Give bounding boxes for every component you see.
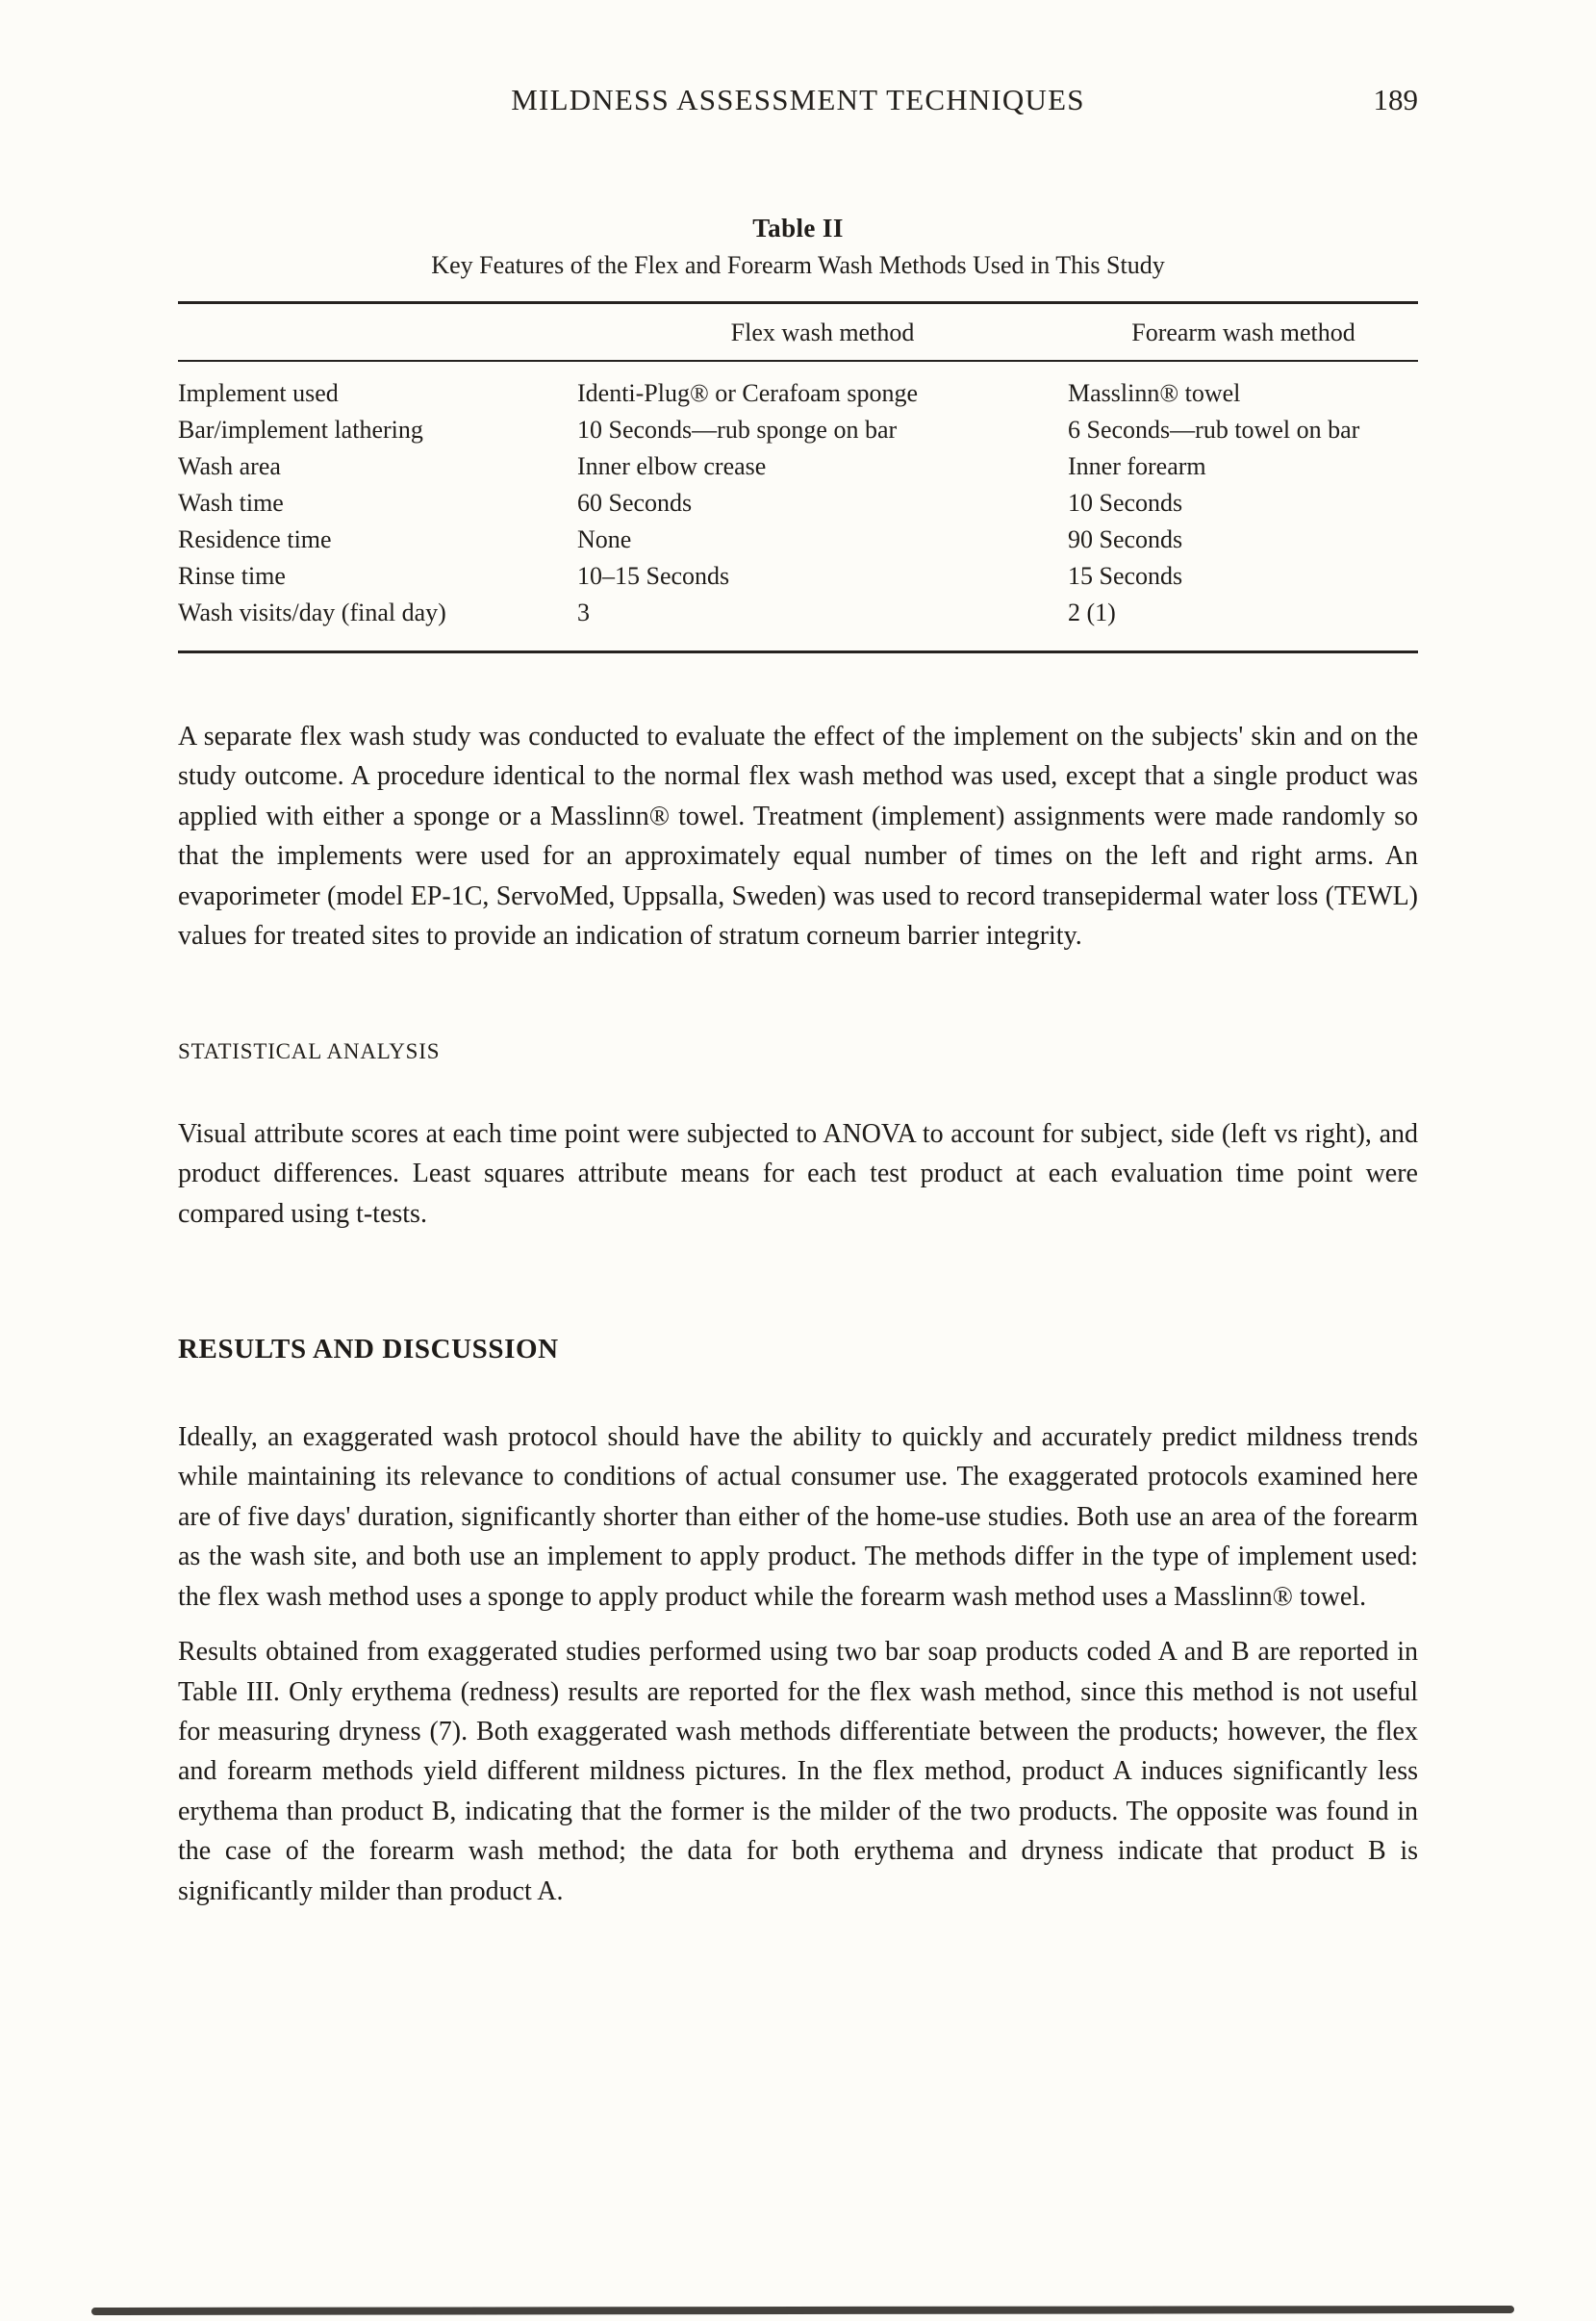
page-header xyxy=(178,83,1418,125)
table-row xyxy=(178,522,1418,558)
table-header-row xyxy=(178,304,1418,362)
table-row xyxy=(178,485,1418,522)
table-caption: Key Features of the Flex and Forearm Wash Methods Used in This Study xyxy=(431,251,1165,279)
column-header-forearm: Forearm wash method xyxy=(1131,319,1355,346)
section-heading-results-discussion: RESULTS AND DISCUSSION xyxy=(178,1333,559,1365)
table-row xyxy=(178,412,1418,448)
page-title: MILDNESS ASSESSMENT TECHNIQUES xyxy=(511,83,1085,116)
section-heading-statistical-analysis: STATISTICAL ANALYSIS xyxy=(178,1038,441,1063)
paragraph-statistical-analysis: Visual attribute scores at each time point were subjected to ANOVA to account for subject, side (left vs right), and product differences. Least squares attribute means for each test product at each evaluation time point were compared using t-tests. xyxy=(178,1118,1418,1229)
forearm-value: 2 (1) xyxy=(1068,599,1116,626)
flex-value: Inner elbow crease xyxy=(577,452,767,480)
row-label: Rinse time xyxy=(178,562,286,590)
table-row xyxy=(178,595,1418,631)
flex-value: Identi-Plug® or Cerafoam sponge xyxy=(577,379,919,407)
table-2 xyxy=(178,301,1418,653)
row-label: Wash visits/day (final day) xyxy=(178,599,446,626)
row-label: Bar/implement lathering xyxy=(178,416,423,444)
scan-edge-artifact xyxy=(91,2306,1514,2315)
table-row xyxy=(178,375,1418,412)
row-label: Wash time xyxy=(178,489,284,517)
flex-value: 10–15 Seconds xyxy=(577,562,730,590)
flex-value: None xyxy=(577,525,632,553)
row-label: Wash area xyxy=(178,452,281,480)
column-header-flex: Flex wash method xyxy=(730,319,915,346)
flex-value: 60 Seconds xyxy=(577,489,693,517)
table-row xyxy=(178,558,1418,595)
paragraph-results-2: Results obtained from exaggerated studies performed using two bar soap products coded A and B are reported in Table III. Only erythema (redness) results are reported for the flex wash method, since this method is not useful for measuring dryness (7). Both exaggerated wash methods differentiate between the products; however, the flex and forearm methods yield different mildness pictures. In the flex method, product A induces significantly less erythema than product B, indicating that the former is the milder of the two products. The opposite was found in the case of the forearm wash method; the data for both erythema and dryness indicate that product B is significantly milder than product A. xyxy=(178,1637,1418,1906)
forearm-value: 15 Seconds xyxy=(1068,562,1183,590)
forearm-value: 90 Seconds xyxy=(1068,525,1183,553)
table-2-section xyxy=(178,214,1418,653)
empty-header-cell xyxy=(178,319,577,347)
paragraph-results-1: Ideally, an exaggerated wash protocol should have the ability to quickly and accurately predict mildness trends while maintaining its relevance to conditions of actual consumer use. The exaggerated protocols examined here are of five days' duration, significantly shorter than either of the home-use studies. Both use an area of the forearm as the wash site, and both use an implement to apply product. The methods differ in the type of implement used: the flex wash method uses a sponge to apply product while the forearm wash method uses a Masslinn® towel. xyxy=(178,1421,1418,1612)
flex-value: 10 Seconds—rub sponge on bar xyxy=(577,416,898,444)
table-row xyxy=(178,448,1418,485)
forearm-value: 10 Seconds xyxy=(1068,489,1183,517)
forearm-value: 6 Seconds—rub towel on bar xyxy=(1068,416,1360,444)
page-number: 189 xyxy=(1373,83,1418,116)
row-label: Implement used xyxy=(178,379,339,407)
table-label: Table II xyxy=(752,214,844,242)
paragraph-implement-study: A separate flex wash study was conducted to evaluate the effect of the implement on the subjects' skin and on the study outcome. A procedure identical to the normal flex wash method was used, except that a single product was applied with either a sponge or a Masslinn® towel. Treatment (implement) assignments were made randomly so that the implements were used for an approximately equal number of times on the left and right arms. An evaporimeter (model EP-1C, ServoMed, Uppsalla, Sweden) was used to record transepidermal water loss (TEWL) values for treated sites to provide an indication of stratum corneum barrier integrity. xyxy=(178,722,1418,952)
table-body xyxy=(178,362,1418,650)
forearm-value: Masslinn® towel xyxy=(1068,379,1241,407)
forearm-value: Inner forearm xyxy=(1068,452,1206,480)
flex-value: 3 xyxy=(577,599,590,626)
row-label: Residence time xyxy=(178,525,332,553)
